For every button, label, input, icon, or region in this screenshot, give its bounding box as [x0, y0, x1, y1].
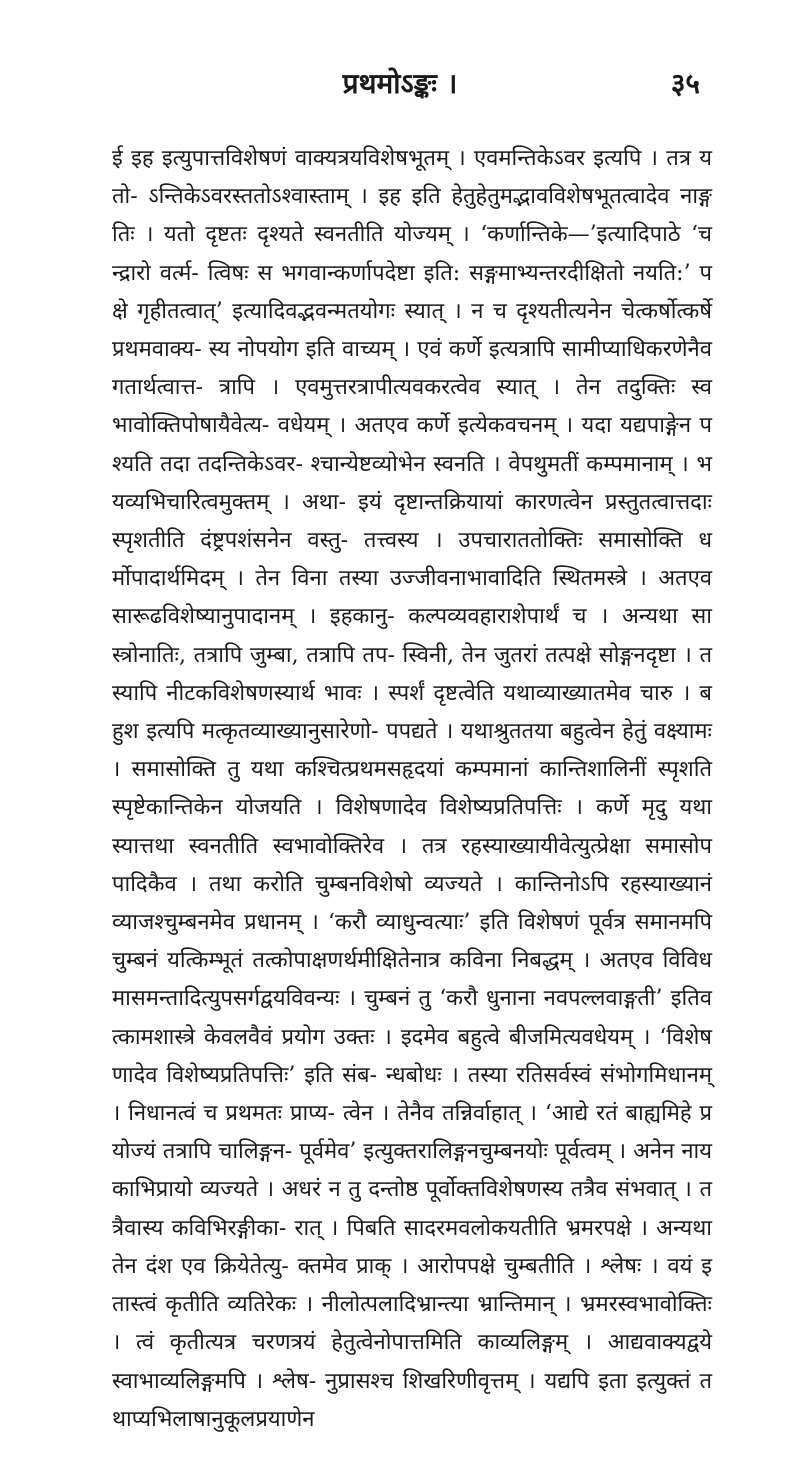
running-head	[0, 60, 800, 108]
commentary-text: ई इह इत्युपात्तविशेषणं वाक्यत्रयविशेषभूतम् । एवमन्तिकेऽवर इत्यपि । तत्र यतो- ऽन्तिकेऽवरस्ततोऽश्वास्ताम् । इह इति हेतुहेतुमद्भावविशेषभूतत्वादेव नाङ्गतिः । यतो दृष्टतः दृश्यते स्वनतीति योज्यम् । ‘कर्णान्तिके—’इत्यादिपाठे ‘चन्द्रारो वर्त्म- त्विषः स भगवान्कर्णापदेष्टा इति: सङ्गमाभ्यन्तरदीक्षितो नयति:’ पक्षे गृहीतत्वात्’ इत्यादिवद्भवन्मतयोगः स्यात् । न च दृश्यतीत्यनेन चेत्कर्षोत्कर्षे प्रथमवाक्य- स्य नोपयोग इति वाच्यम् । एवं कर्णे इत्यत्रापि सामीप्याधिकरणेनैव गतार्थत्वात्त- त्रापि । एवमुत्तरत्रापीत्यवकरत्वेव स्यात् । तेन तदुक्तिः स्वभावोक्तिपोषायैवेत्य- वधेयम् । अतएव कर्णे इत्येकवचनम् । यदा यद्यपाङ्गेन पश्यति तदा तदन्तिकेऽवर- श्चान्येष्टव्योभेन स्वनति । वेपथुमतीं कम्पमानाम् । भयव्यभिचारित्वमुक्तम् । अथा- इयं दृष्टान्तक्रियायां कारणत्वेन प्रस्तुतत्वात्तदाः स्पृशतीति दंष्ट्रपशंसनेन वस्तु- तत्त्वस्य । उपचाराततोक्तिः समासोक्ति धर्मोपादार्थमिदम् । तेन विना तस्या उज्जीवनाभावादिति स्थितमस्त्रे । अतएव सारूढविशेष्यानुपादानम् । इहकानु- कल्पव्यवहाराशेपार्थं च । अन्यथा सा स्त्रोनातिः, तत्रापि जुम्बा, तत्रापि तप- स्विनी, तेन जुतरां तत्पक्षे सोङ्गनदृष्टा । तस्यापि नीटकविशेषणस्यार्थ भावः । स्पर्शं दृष्टत्वेति यथाव्याख्यातमेव चारु । बहुश इत्यपि मत्कृतव्याख्यानुसारेणो- पपद्यते । यथाश्रुततया बहुत्वेन हेतुं वक्ष्यामः । समासोक्ति तु यथा कश्चित्प्रथमसहृदयां कम्पमानां कान्तिशालिनीं स्पृशति स्पृष्टेकान्तिकेन योजयति । विशेषणादेव विशेष्यप्रतिपत्तिः । कर्णे मृदु यथा स्यात्तथा स्वनतीति स्वभावोक्तिरेव । तत्र रहस्याख्यायीवेत्युत्प्रेक्षा समासोपपादिकैव । तथा करोति चुम्बनविशेषो व्यज्यते । कान्तिनोऽपि रहस्याख्यानं व्याजश्चुम्बनमेव प्रधानम् । ‘करौ व्याधुन्वत्याः’ इति विशेषणं पूर्वत्र समानमपि चुम्बनं यत्किम्भूतं तत्कोपाक्षणर्थमीक्षितेनात्र कविना निबद्धम् । अतएव विविधमासमन्तादित्युपसर्गद्वयविवन्यः । चुम्बनं तु ‘करौ धुनाना नवपल्लवाङ्गती’ इतिवत्कामशास्त्रे केवलवैवं प्रयोग उक्तः । इदमेव बहुत्वे बीजमित्यवधेयम् । ‘विशेषणादेव विशेष्यप्रतिपत्तिः’ इति संब- न्धबोधः । तस्या रतिसर्वस्वं संभोगमिधानम् । निधानत्वं च प्रथमतः प्राप्य- त्वेन । तेनैव तन्निर्वाहात् । ‘आद्ये रतं बाह्यमिहे प्रयोज्यं तत्रापि चालिङ्गन- पूर्वमेव’ इत्युक्तरालिङ्गनचुम्बनयोः पूर्वत्वम् । अनेन नायकाभिप्रायो व्यज्यते । अधरं न तु दन्तोष्ठ पूर्वोक्तविशेषणस्य तत्रैव संभवात् । तत्रैवास्य कविभिरङ्गीका- रात् । पिबति सादरमवलोकयतीति भ्रमरपक्षे । अन्यथा तेन दंश एव क्रियेतेत्यु- क्तमेव प्राक् । आरोपपक्षे चुम्बतीति । श्लेषः । वयं इतास्त्वं कृतीति व्यतिरेकः । नीलोत्पलादिभ्रान्त्या भ्रान्तिमान् । भ्रमरस्वभावोक्तिः । त्वं कृतीत्यत्र चरणत्रयं हेतुत्वेनोपात्तमिति काव्यलिङ्गम् । आद्यवाक्यद्वये स्वाभाव्यलिङ्गमपि । श्लेष- नुप्रासश्च शिखरिणीवृत्तम् । यद्यपि इता इत्युक्तं तथाप्यभिलाषानुकूलप्रयाणेन	[112, 146, 713, 1432]
running-title: प्रथमोऽङ्कः ।	[342, 67, 458, 100]
page-number: ३५	[670, 67, 700, 100]
